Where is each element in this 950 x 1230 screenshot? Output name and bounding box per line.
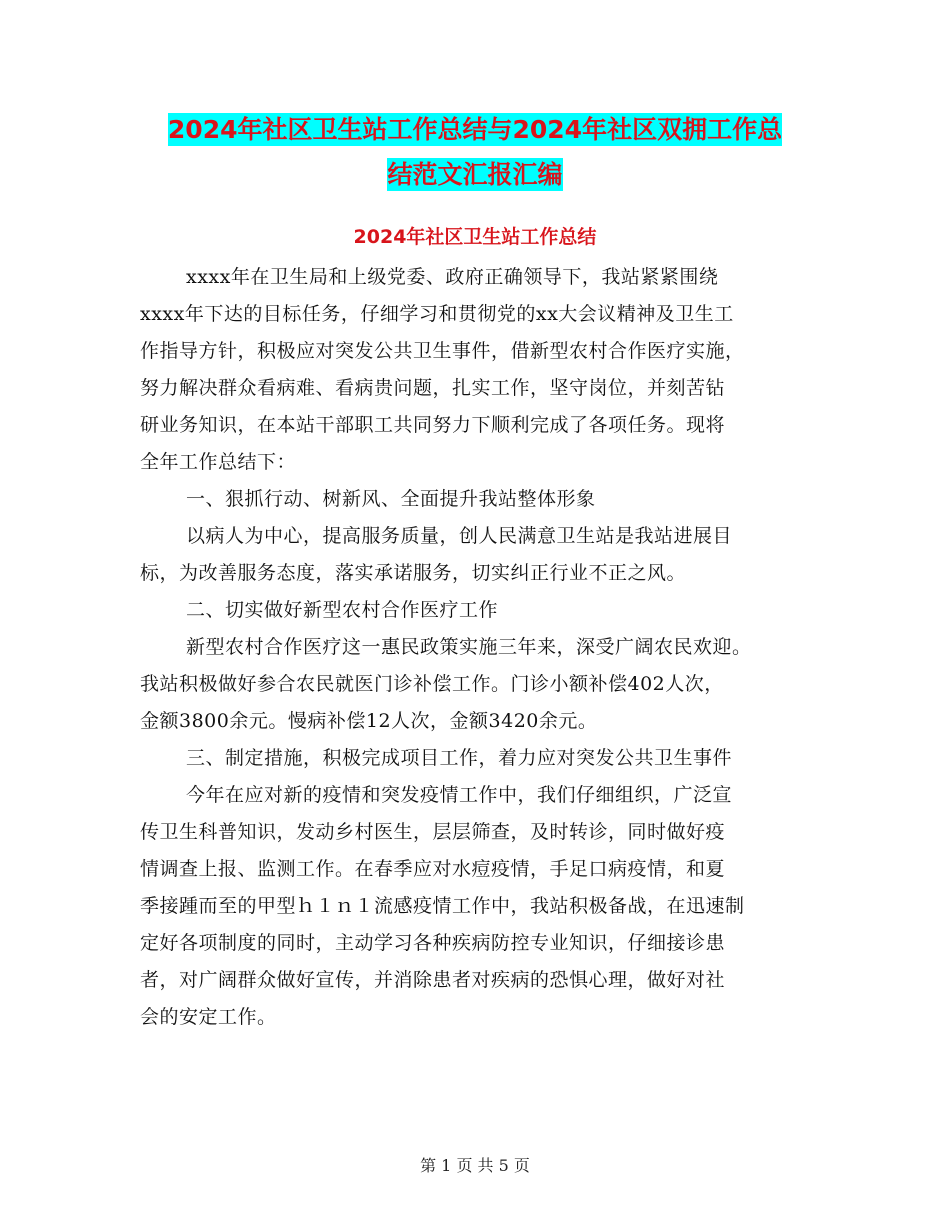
page-number-footer: 第 1 页 共 5 页 [420,1156,530,1175]
paragraph-line: 今年在应对新的疫情和突发疫情工作中，我们仔细组织，广泛宣 [186,784,733,806]
section-heading: 三、制定措施，积极完成项目工作，着力应对突发公共卫生事件 [186,747,733,769]
paragraph-line: 传卫生科普知识，发动乡村医生，层层筛查，及时转诊，同时做好疫 [140,821,726,843]
paragraph-line: 我站积极做好参合农民就医门诊补偿工作。门诊小额补偿402人次， [140,673,724,695]
paragraph-line: 金额3800余元。慢病补偿12人次，金额3420余元。 [140,710,598,732]
paragraph-line: 标，为改善服务态度，落实承诺服务，切实纠正行业不正之风。 [140,562,687,584]
section-heading: 一、狠抓行动、树新风、全面提升我站整体形象 [186,488,596,510]
paragraph-line: 定好各项制度的同时，主动学习各种疾病防控专业知识，仔细接诊患 [140,932,726,954]
paragraph-line: xxxx年在卫生局和上级党委、政府正确领导下，我站紧紧围绕 [186,266,719,288]
paragraph-line: 者，对广阔群众做好宣传，并消除患者对疾病的恐惧心理，做好对社 [140,969,726,991]
paragraph-line: 会的安定工作。 [140,1006,277,1028]
paragraph-line: 情调查上报、监测工作。在春季应对水痘疫情，手足口病疫情，和夏 [140,858,726,880]
paragraph-line: xxxx年下达的目标任务，仔细学习和贯彻党的xx大会议精神及卫生工 [140,303,734,325]
section-heading: 二、切实做好新型农村合作医疗工作 [186,599,499,621]
paragraph-line: 以病人为中心，提高服务质量，创人民满意卫生站是我站进展目 [186,525,733,547]
paragraph-line: 努力解决群众看病难、看病贵问题，扎实工作，坚守岗位，并刻苦钻 [140,377,726,399]
document-title-text-2: 结范文汇报汇编 [387,160,563,189]
paragraph-line: 作指导方针，积极应对突发公共卫生事件，借新型农村合作医疗实施， [140,340,745,362]
section-title: 2024年社区卫生站工作总结 [353,226,597,248]
document-title-text-1: 2024年社区卫生站工作总结与2024年社区双拥工作总 [167,115,783,144]
paragraph-line: 季接踵而至的甲型ｈ１ｎ１流感疫情工作中，我站积极备战，在迅速制 [140,895,745,917]
document-title-line-1 [0,114,950,146]
paragraph-line: 全年工作总结下： [140,451,297,473]
paragraph-line: 研业务知识，在本站干部职工共同努力下顺利完成了各项任务。现将 [140,414,726,436]
paragraph-line: 新型农村合作医疗这一惠民政策实施三年来，深受广阔农民欢迎。 [186,636,752,658]
document-title-line-2 [0,159,950,191]
